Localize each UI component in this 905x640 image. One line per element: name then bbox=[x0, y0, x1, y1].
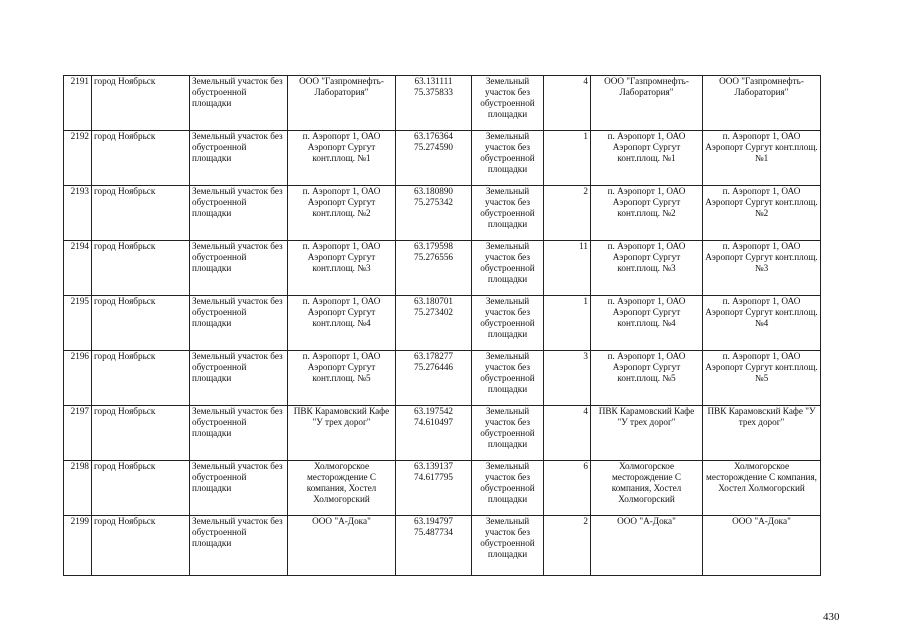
row-number-cell: 2199 bbox=[64, 516, 92, 576]
table-row bbox=[64, 351, 821, 406]
locality-cell: город Ноябрьск bbox=[92, 131, 190, 186]
row-number-cell: 2197 bbox=[64, 406, 92, 461]
locality-cell: город Ноябрьск bbox=[92, 351, 190, 406]
locality-cell: город Ноябрьск bbox=[92, 241, 190, 296]
quantity-cell: 11 bbox=[544, 241, 591, 296]
coordinates-cell: 63.179598 75.276556 bbox=[396, 241, 472, 296]
owner-name-2-cell: п. Аэропорт 1, ОАО Аэропорт Сургут конт.площ. №3 bbox=[591, 241, 703, 296]
coordinates-cell: 63.197542 74.610497 bbox=[396, 406, 472, 461]
owner-name-2-cell: ООО "Газпромнефть-Лаборатория" bbox=[591, 76, 703, 131]
site-type-cell: Земельный участок без обустроенной площадки bbox=[190, 461, 288, 516]
owner-name-3-cell: п. Аэропорт 1, ОАО Аэропорт Сургут конт.площ. №1 bbox=[703, 131, 821, 186]
site-description-cell: Земельный участок без обустроенной площадки bbox=[472, 461, 544, 516]
owner-name-3-cell: п. Аэропорт 1, ОАО Аэропорт Сургут конт.площ. №4 bbox=[703, 296, 821, 351]
site-description-cell: Земельный участок без обустроенной площадки bbox=[472, 186, 544, 241]
table-row bbox=[64, 296, 821, 351]
site-description-cell: Земельный участок без обустроенной площадки bbox=[472, 406, 544, 461]
quantity-cell: 2 bbox=[544, 516, 591, 576]
locality-cell: город Ноябрьск bbox=[92, 516, 190, 576]
owner-name-cell: п. Аэропорт 1, ОАО Аэропорт Сургут конт.площ. №3 bbox=[288, 241, 396, 296]
owner-name-2-cell: п. Аэропорт 1, ОАО Аэропорт Сургут конт.площ. №1 bbox=[591, 131, 703, 186]
table-row bbox=[64, 461, 821, 516]
table-row bbox=[64, 516, 821, 576]
site-type-cell: Земельный участок без обустроенной площадки bbox=[190, 406, 288, 461]
owner-name-2-cell: Холмогорское месторождение С компания, Хостел Холмогорский bbox=[591, 461, 703, 516]
site-description-cell: Земельный участок без обустроенной площадки bbox=[472, 296, 544, 351]
page-number: 430 bbox=[823, 611, 840, 623]
site-description-cell: Земельный участок без обустроенной площадки bbox=[472, 516, 544, 576]
table-row bbox=[64, 406, 821, 461]
quantity-cell: 1 bbox=[544, 131, 591, 186]
row-number-cell: 2195 bbox=[64, 296, 92, 351]
owner-name-2-cell: п. Аэропорт 1, ОАО Аэропорт Сургут конт.площ. №2 bbox=[591, 186, 703, 241]
owner-name-cell: п. Аэропорт 1, ОАО Аэропорт Сургут конт.площ. №4 bbox=[288, 296, 396, 351]
quantity-cell: 1 bbox=[544, 296, 591, 351]
quantity-cell: 6 bbox=[544, 461, 591, 516]
site-type-cell: Земельный участок без обустроенной площадки bbox=[190, 186, 288, 241]
owner-name-cell: Холмогорское месторождение С компания, Хостел Холмогорский bbox=[288, 461, 396, 516]
owner-name-2-cell: п. Аэропорт 1, ОАО Аэропорт Сургут конт.площ. №5 bbox=[591, 351, 703, 406]
table-row bbox=[64, 76, 821, 131]
owner-name-cell: ООО "Газпромнефть-Лаборатория" bbox=[288, 76, 396, 131]
owner-name-cell: ПВК Карамовский Кафе "У трех дорог" bbox=[288, 406, 396, 461]
table-row bbox=[64, 186, 821, 241]
site-type-cell: Земельный участок без обустроенной площадки bbox=[190, 241, 288, 296]
coordinates-cell: 63.176364 75.274590 bbox=[396, 131, 472, 186]
coordinates-cell: 63.139137 74.617795 bbox=[396, 461, 472, 516]
coordinates-cell: 63.180890 75.275342 bbox=[396, 186, 472, 241]
locality-cell: город Ноябрьск bbox=[92, 76, 190, 131]
locality-cell: город Ноябрьск bbox=[92, 406, 190, 461]
site-type-cell: Земельный участок без обустроенной площадки bbox=[190, 516, 288, 576]
owner-name-2-cell: п. Аэропорт 1, ОАО Аэропорт Сургут конт.площ. №4 bbox=[591, 296, 703, 351]
coordinates-cell: 63.180701 75.273402 bbox=[396, 296, 472, 351]
row-number-cell: 2192 bbox=[64, 131, 92, 186]
site-type-cell: Земельный участок без обустроенной площадки bbox=[190, 296, 288, 351]
owner-name-3-cell: ООО "Газпромнефть-Лаборатория" bbox=[703, 76, 821, 131]
table-row bbox=[64, 131, 821, 186]
row-number-cell: 2194 bbox=[64, 241, 92, 296]
owner-name-cell: п. Аэропорт 1, ОАО Аэропорт Сургут конт.площ. №1 bbox=[288, 131, 396, 186]
row-number-cell: 2191 bbox=[64, 76, 92, 131]
quantity-cell: 3 bbox=[544, 351, 591, 406]
owner-name-cell: п. Аэропорт 1, ОАО Аэропорт Сургут конт.площ. №5 bbox=[288, 351, 396, 406]
site-description-cell: Земельный участок без обустроенной площадки bbox=[472, 131, 544, 186]
owner-name-3-cell: п. Аэропорт 1, ОАО Аэропорт Сургут конт.площ. №2 bbox=[703, 186, 821, 241]
quantity-cell: 4 bbox=[544, 406, 591, 461]
site-type-cell: Земельный участок без обустроенной площадки bbox=[190, 76, 288, 131]
quantity-cell: 4 bbox=[544, 76, 591, 131]
locality-cell: город Ноябрьск bbox=[92, 296, 190, 351]
owner-name-2-cell: ПВК Карамовский Кафе "У трех дорог" bbox=[591, 406, 703, 461]
row-number-cell: 2198 bbox=[64, 461, 92, 516]
owner-name-3-cell: Холмогорское месторождение С компания, Хостел Холмогорский bbox=[703, 461, 821, 516]
locality-cell: город Ноябрьск bbox=[92, 461, 190, 516]
site-type-cell: Земельный участок без обустроенной площадки bbox=[190, 131, 288, 186]
coordinates-cell: 63.131111 75.375833 bbox=[396, 76, 472, 131]
site-type-cell: Земельный участок без обустроенной площадки bbox=[190, 351, 288, 406]
table-row bbox=[64, 241, 821, 296]
owner-name-cell: ООО "А-Дока" bbox=[288, 516, 396, 576]
coordinates-cell: 63.194797 75.487734 bbox=[396, 516, 472, 576]
owner-name-3-cell: ООО "А-Дока" bbox=[703, 516, 821, 576]
site-description-cell: Земельный участок без обустроенной площадки bbox=[472, 351, 544, 406]
row-number-cell: 2193 bbox=[64, 186, 92, 241]
row-number-cell: 2196 bbox=[64, 351, 92, 406]
owner-name-3-cell: п. Аэропорт 1, ОАО Аэропорт Сургут конт.площ. №3 bbox=[703, 241, 821, 296]
site-description-cell: Земельный участок без обустроенной площадки bbox=[472, 76, 544, 131]
owner-name-3-cell: ПВК Карамовский Кафе "У трех дорог" bbox=[703, 406, 821, 461]
coordinates-cell: 63.178277 75.276446 bbox=[396, 351, 472, 406]
site-description-cell: Земельный участок без обустроенной площадки bbox=[472, 241, 544, 296]
locality-cell: город Ноябрьск bbox=[92, 186, 190, 241]
quantity-cell: 2 bbox=[544, 186, 591, 241]
owner-name-cell: п. Аэропорт 1, ОАО Аэропорт Сургут конт.площ. №2 bbox=[288, 186, 396, 241]
owner-name-2-cell: ООО "А-Дока" bbox=[591, 516, 703, 576]
owner-name-3-cell: п. Аэропорт 1, ОАО Аэропорт Сургут конт.площ. №5 bbox=[703, 351, 821, 406]
registry-table bbox=[63, 75, 821, 576]
